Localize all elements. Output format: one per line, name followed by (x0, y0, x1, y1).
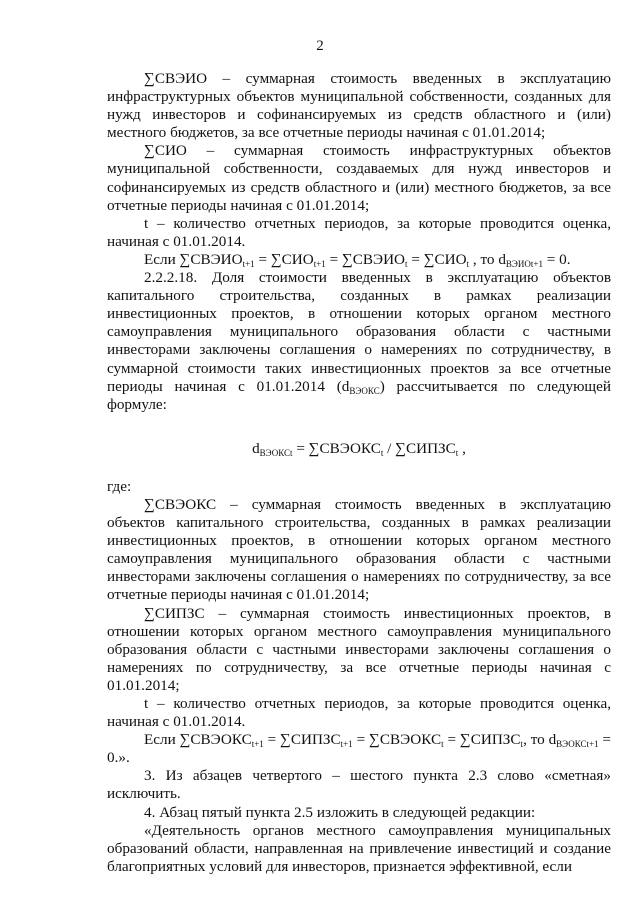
paragraph-t-definition: t – количество отчетных периодов, за которые проводится оценка, начиная с 01.01.2014. (107, 214, 611, 250)
subscript: t (441, 739, 444, 750)
paragraph-svEOKS-definition: ∑СВЭОКС – суммарная стоимость введенных в эксплуатацию объектов капитального строительства, созданных в рамках реализации инвестиционных проектов, в отношении которых органом местного самоуправления муниципального образования области с частными инвесторами заключены соглашения о намерениях по сотрудничеству, за все отчетные периоды начиная с 01.01.2014; (107, 495, 611, 604)
page-number: 2 (316, 38, 324, 54)
paragraph-sio-definition: ∑СИО – суммарная стоимость инфраструктурных объектов муниципальной собственности, создаваемых для нужд инвесторов и софинансируемых из средств областного и (или) местного бюджетов, за все отчетные периоды начиная с 01.01.2014; (107, 142, 611, 214)
subscript: ВЭИОt+1 (505, 258, 543, 269)
text-run: = 0. (542, 250, 571, 268)
subscript: t (380, 447, 384, 458)
paragraph-condition-eoks (107, 731, 611, 767)
paragraph-2-2-2-18 (107, 269, 611, 414)
text-run: = ∑СИПЗС (263, 731, 341, 749)
paragraph-where: где: (107, 477, 132, 495)
text-run: = ∑СИО (254, 250, 314, 268)
paragraph-item-4: 4. Абзац пятый пункта 2.5 изложить в следующей редакции: (144, 803, 536, 821)
paragraph-sipzs-definition: ∑СИПЗС – суммарная стоимость инвестиционных проектов, в отношении которых органом местного самоуправления муниципального образования области с частными инвесторами заключены соглашения о намерениях по сотрудничеству, за все отчетные периоды начиная с 01.01.2014; (107, 604, 611, 694)
subscript: t (466, 258, 470, 269)
text-run: / ∑СИПЗС (383, 439, 456, 457)
text-run: = ∑СВЭОКС (352, 731, 442, 749)
subscript: t (405, 258, 408, 269)
subscript: t (520, 739, 524, 750)
text-run: , то d (523, 731, 557, 749)
subscript: t+1 (251, 739, 264, 750)
text-run: = 0.». (107, 731, 611, 767)
subscript: t+1 (340, 739, 353, 750)
paragraph-svEIO-definition: ∑СВЭИО – суммарная стоимость введенных в эксплуатацию инфраструктурных объектов муниципальной собственности, созданных для нужд инвесторов и софинансируемых из средств областного и (или) местного бюджетов, за все отчетные периоды начиная с 01.01.2014; (107, 70, 611, 142)
text-run: Если ∑СВЭИО (144, 250, 243, 268)
subscript: ВЭОКСt (259, 447, 293, 458)
text-run: , (458, 439, 466, 457)
subscript: t+1 (242, 258, 255, 269)
paragraph-item-3: 3. Из абзацев четвертого – шестого пункта 2.3 слово «сметная» исключить. (107, 767, 611, 803)
paragraph-t-definition-2: t – количество отчетных периодов, за которые проводится оценка, начиная с 01.01.2014. (107, 695, 611, 731)
text-run: = ∑СВЭИО (325, 250, 406, 268)
text-run: d (252, 439, 260, 457)
text-run: Если ∑СВЭОКС (144, 731, 252, 749)
subscript: ВЭОКС (349, 385, 380, 396)
subscript: t+1 (313, 258, 326, 269)
paragraph-quote: «Деятельность органов местного самоуправления муниципальных образований области, направленная на привлечение инвестиций и создание благоприятных условий для инвесторов, признается эффективной, если (107, 821, 611, 875)
text-run: = ∑СИО (407, 250, 467, 268)
subscript: ВЭОКСt+1 (556, 739, 599, 750)
subscript: t (455, 447, 459, 458)
text-run: , то d (469, 250, 506, 268)
document-body (107, 70, 611, 876)
paragraph-condition-eio (107, 251, 611, 269)
text-run: 2.2.2.18. Доля стоимости введенных в эксплуатацию объектов капитального строительства, созданных в рамках реализации инвестиционных проектов, в отношении которых органом местного самоуправления муниципального образования области с частными инвесторами заключены соглашения о намерениях по сотрудничеству, в суммарной стоимости таких инвестиционных проектов за все отчетные периоды начиная с 01.01.2014 (d (107, 269, 611, 395)
formula (107, 440, 611, 458)
text-run: = ∑СИПЗС (443, 731, 521, 749)
text-run: = ∑СВЭОКС (292, 439, 381, 457)
text-run: ) рассчитывается по следующей формуле: (107, 377, 611, 413)
